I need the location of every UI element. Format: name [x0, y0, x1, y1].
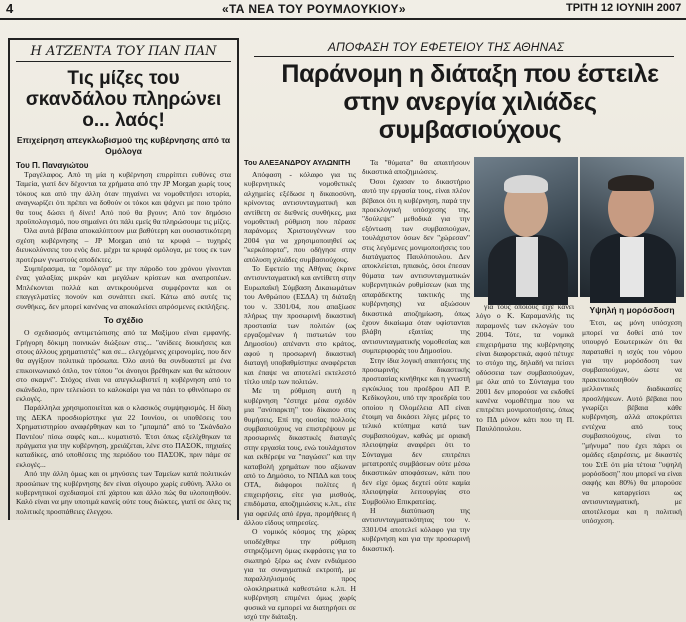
left-paragraph: Συμπέρασμα, τα "ομόλογα" με την πάροδο του χρόνου γίνονται ένας γαλαξίας μικρών και μεγάλων κρίσεων και ανατροπέων. Μπλέκονται πολλά και αντικρουόμενα συμφέροντα και οι επαγγελματίες πονούν και συνάπτει εκεί. Κάτω από αυτές τις συνθήκες, δεν μπορεί κανένας να αποκαλείσει απρόσμενες εκπλήξεις.: [16, 264, 231, 311]
left-paragraph: Ο σχεδιασμός αντιμετώπισης από τα Μαξίμου είναι εμφανής. Γρήγορη δόκιμη ποινικών διώξεων στις... "ανίδεες διοικήσεις και στους άλλους χρηματιστές" και σε... ελεγχόμενες χειρονομίες, που δεν θα αγγίξουν πολιτικά πρόσωπα. Όλο αυτό θα συνδυαστεί με ένα επικοινωνιακό όπλο, τον τύπου "οι άνοιγοι βρέθηκαν και θα κάτσουν στο σκαμνί". Στόχος είναι να απεγκλωβιστεί η κυβέρνηση από το σκάνδαλο, πριν τελειώσει το καλοκαίρι για να πάει το φθινόπωρο σε εκλογές.: [16, 328, 231, 403]
article-kicker: ΑΠΟΦΑΣΗ ΤΟΥ ΕΦΕΤΕΙΟΥ ΤΗΣ ΑΘΗΝΑΣ: [327, 40, 565, 54]
left-column-box: [8, 38, 239, 520]
article-headline: Παράνομη η διάταξη που έστειλε στην ανεργία χιλιάδες συμβασιούχους: [281, 60, 659, 144]
article-paragraph: Στην ίδια λογική απαιτήσεις της προσωρινής δικαστικής προστασίας κινήθηκε και η γνωστή εγκύκλιος του προέδρου ΑΠ Ρ. Κεδίκογλου, υπό την προεδρία του οποίου η Ολομέλεια ΑΠ είναι έτοιμη να δικάσει λίγες μέρες το τελικό κτύπημα κατά των συμβασιούχων, καθώς με οριακή πλειοψηφία αναφέρει ότι το Σύνταγμα δεν επιτρέπει μετατροπές συμβάσεων ούτε μέσω δικαστικών αποφάσεων, κάτι που δεν είχε όμως δεχτεί ούτε καμία πλειοψηφία λειτουργίας στο Συμβούλιο Επικρατείας.: [362, 355, 470, 506]
article-column-4: [582, 302, 682, 525]
article-paragraph: Με τη ρύθμιση αυτή η κυβέρνηση "έστηχε μέσα σχεδόν μια "ανύπαρκτη" του δίκαιου στις θυμήσεις. Επί της ουσίας πολλούς συμβασιούχους να επιστρέψουν με προσωρινές δικαστικές διαταγές στην εργασία τους, ενώ τουλάχιστον και εκθέρεψε να "παγώσει" και την καταβολή χρημάτων που αξίωναν από το Δημόσιο, το ΝΠΔΔ και τους ΟΤΑ, διάφοροι πολίτες ή επιχειρήσεις, είτε για μισθούς, επιδόματα, αποζημιώσεις κ.λπ., είτε για οφειλές από έργα, προμήθειες ή άλλου είδους υπηρεσίες.: [244, 386, 356, 528]
article-paragraph: Απόφαση - κόλαφο για τις κυβερνητικές νομοθετικές αλχημείες εξέδωσε η δικαιοσύνη, κρίνοντας αντισυνταγματική και αντίθετη σε διεθνείς συνθήκες, μια νομοθετική ρύθμιση που πέρασε παράνομες Χριστουγέννων του 2004 για να χρησιμοποιηθεί ως "κερκόπορτα", που οδήγησε στην απόλυση χιλιάδες συμβασιούχους.: [244, 170, 356, 264]
column-label: Η ΑΤΖΕΝΤΑ ΤΟΥ ΠΑΝ ΠΑΝ: [16, 44, 231, 62]
issue-date: ΤΡΙΤΗ 12 ΙΟΥΝΙΗ 2007: [566, 2, 682, 14]
article-paragraph: Ο νομικός κόσμος της χώρας υποδέχθηκε την ρύθμιση στηριζόμενη όμως εκφράσεις για το σιωπηρό ξέρω ως έναν ενδιάμεσο για τα συναγματικά εκτροπή, με παραλληλισμούς προς ολοκληρωτικά καθεστώτα κ.λπ. Η κυβέρνηση επιμένει όμως χωρίς φυσικά να εμπορεί να διατηρήσει σε ισχύ την διάταξη.: [244, 527, 356, 622]
article-paragraph: Έτσι, ως μόνη υπόσχεση μπορεί να δοθεί από τον υπουργό Εσωτερικών ότι θα παραταθεί η ισχύς του νόμου για την μορόσδοση των συμβασιούχων, ώστε να πρακτικοποιηθούν σε μελλοντικές διαδικασίες προσλήψεων. Αυτό βέβαια που γνωρίζει βέβαια κάθε κυβέρνηση, αλλά αποκρύπτει εντέχνα από τους συμβασιούχους, είναι το "μήνυμα" που έχει πάρει οι ομάδες εξαιρέσεις, με δικαστές του ΣτΕ ότι μία τέτοια "υψηλή μορόσδοση" που μπορεί να είναι σαφής και 80%) θα μπορούσε να καταργείσει ως αντισυνταγματική, με αποτέλεσμα και η πολιτική υπόσχεση.: [582, 318, 682, 525]
left-subhead: Το σχέδιο: [103, 315, 144, 326]
page-number: 4: [6, 1, 14, 16]
article-paragraph: Η διατύπωση της αντισυνταγματικότητας του ν. 3301/04 αποτελεί κόλαφο για την κυβέρνηση και για την προσωρινή δικαστική.: [362, 506, 470, 553]
article-column-1: [244, 170, 356, 622]
left-headline: Τις μίζες του σκανδάλου πληρώνει ο... λαός!: [25, 68, 222, 131]
divider: [254, 56, 674, 57]
left-paragraph: Όλα αυτά βέβαια αποκαλύπτουν μια βαθύτερη και ουσιαστικότερη σχέση κυβέρνησης – JP Morgan από τα κρυφά – τυχηρές διευκολύνσεις του ενός δισ. μέχρι τα κρυφά ομόλογα, με τους εκ των προτέρων γνωστούς αποδέκτες.: [16, 226, 231, 264]
left-paragraph: Τραγέλαφος. Από τη μία η κυβέρνηση επιρρίπτει ευθύνες στα Ταμεία, γιατί δεν δέχονται τα χρήματα από την JP Morgan χωρίς τους τόκους και από την άλλη όταν πηγαίνει να νομοθετήσει ιστορία, αναγνωρίζει ότι πρέπει να δοθούν οι τόκοι και ψάχνει με ποιο τρόπο θα τους δώσει ή δίνει! Από πού θα βγουν; Από τον δημόσιο προϋπολογισμό, που σημαίνει ότι πάλι εμείς θα πληρώσουμε τις μίζες.: [16, 170, 231, 227]
article-photo: [474, 157, 684, 297]
article-byline: Του ΑΛΕΞΑΝΔΡΟΥ ΑΥΛΩΝΙΤΗ: [244, 158, 351, 167]
masthead: [0, 0, 686, 20]
article-column-2: [362, 158, 470, 553]
left-byline: Του Π. Παναγιώτου: [16, 161, 89, 170]
paper-name: «ΤΑ ΝΕΑ ΤΟΥ ΡΟΥΜΛΟΥΚΙΟΥ»: [222, 2, 406, 16]
article-column-3: [476, 302, 574, 520]
article-paragraph: Όσοι έχασαν το δικαστήριο αυτό την εργασία τους, είναι πλέον βέβαιοι ότι η κυβέρνηση, παρά την προεκλογική υπόσχεσης της, "δούλεψε" μεθοδικά για την εξόντωση των συμβασιούχων, τουλάχιστον όσων δεν "χώρεσαν" στις λεγόμενες μονιμοποιήσεις του διατάγματος Παυλόπουλου. Δεν αποκλείεται, ηπιακός, όσοι έπεσαν θύματα των αντισυνταγματικών κυβερνητικών ρυθμίσεων (και της απαράδεκτης τακτικής της κυβέρνησης) να αξιώσουν δικαστικά αποζημίωση, όπως έχουν δικαίωμα όταν υφίστανται βλάβη εξαιτίας της αντισυνταγματικής νομοθεσίας και συμπεριφοράς του Δημοσίου.: [362, 176, 470, 356]
left-subheadline: Επιχείρηση απεγκλωβισμού της κυβέρνησης από τα Ομόλογα: [16, 135, 231, 156]
left-paragraph: Από την άλλη όμως και οι μηνύσεις των Ταμείων κατά πολιτικών προσώπων της κυβέρνησης δεν είναι σίγουρο χωρίς ευθύνη. Άλλο οι κυβερνητικοί σχεδιασμοί επί χάρτου και άλλο πώς θα υλοποιηθούν. Καλό είναι να μην υποτιμά κανείς ούτε τους διώκτες, γιατί σε όλες τις πολιτικές προσπάθειες έλεγχου.: [16, 469, 231, 516]
left-paragraph: Παράλληλα χρησιμοποιείται και ο κλασικός συμψηφισμός. Η δίκη της ΔΕΚΑ προσδιορίστηκε για 22 Ιουνίου, οι υποθέσεις του Χρηματιστηρίου αναφέρθηκαν και το "μπαμπά" από το 'Σκάνδαλο Παντέου' πίσω σαφές και... κυματιστό. Έτσι όπως εξελίχθηκαν τα πράγματα για την κυβέρνηση, χρειάζεται, λένε στο ΠΑΣΟΚ, πηχιαίες καταδίκες, από υποθέσεις της περιόδου του ΠΑΣΟΚ, πριν πάμε σε εκλογές...: [16, 403, 231, 469]
article-subhead: Υψηλή η μορόσδοση: [589, 305, 675, 315]
article-paragraph: Το Εφετείο της Αθήνας έκρινε αντισυνταγματική και αντίθετη στην Ευρωπαϊκή Σύμβαση Δικαιωμάτων του Ανθρώπου (ΕΣΔΑ) τη διάταξη του ν. 3301/04, που απαξίωσε πλήρως την προσωρινή δικαστική προστασία των πολιτών (ως εργαζομένων ή πιστωτών του Δημοσίου) απέναντι στο κράτος, αφού η προσωρινή δικαστική διαταγή υποβαθμίστηκε αναφέρεται και έπαψε να αποτελεί εκτελεστό τίτλο υπέρ των πολιτών.: [244, 264, 356, 386]
article-paragraph: για τους οποίους είχε κάνει λόγο ο Κ. Καραμανλής τις παραμονές των εκλογών του 2004. Τότε, τα νομικά επιχειρήματα της κυβέρνησης είναι διαφορετικά, αφού πέτυχε το στόχο της, δηλαδή να πείσει οδύσσεια των συμβασιούχων, με όλα από το Σύνταγμα του 2001 δεν μπορούσε να εκδοθεί κανένα νομοθέτημα που να επιτρέπει μονιμοποιήσεις, όπως το ΠΔ μόνον κάτι που τη Π. Παυλόπουλου.: [476, 302, 574, 434]
article-paragraph: Τα "θύματα" θα απαιτήσουν δικαστικά αποζημιώσεις.: [362, 158, 470, 177]
